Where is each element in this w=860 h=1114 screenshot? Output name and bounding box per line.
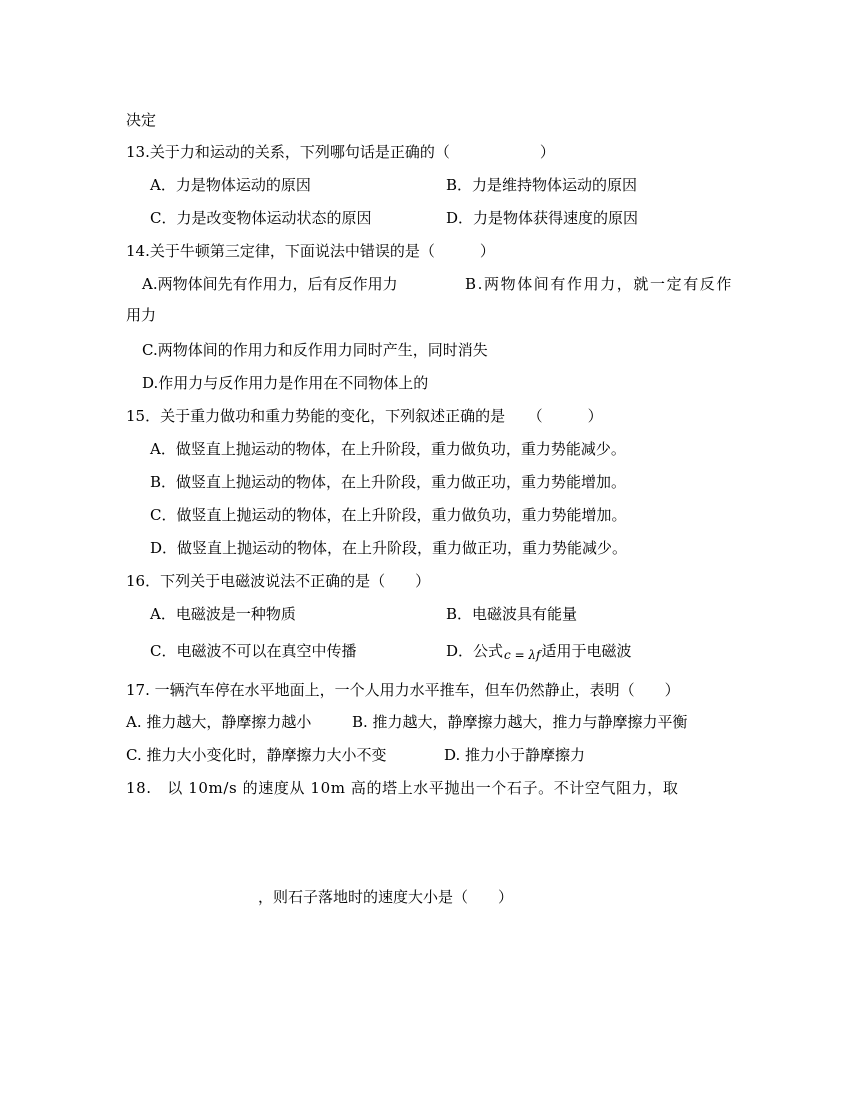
wave-speed-formula: c = λf	[504, 648, 541, 662]
option-14-d: D.作用力与反作用力是作用在不同物体上的	[142, 374, 429, 392]
option-15-c: C．做竖直上抛运动的物体，在上升阶段，重力做负功，重力势能增加。	[150, 506, 627, 524]
option-14-b: B.两物体间有作用力，就一定有反作	[465, 275, 733, 293]
option-16-d-prefix: D．公式	[446, 642, 504, 660]
option-16-b: B．电磁波具有能量	[446, 605, 578, 623]
option-15-a: A．做竖直上抛运动的物体，在上升阶段，重力做负功，重力势能减少。	[150, 440, 626, 458]
question-15-stem: 15．关于重力做功和重力势能的变化，下列叙述正确的是 （ ）	[126, 407, 603, 425]
option-16-d	[446, 641, 632, 662]
option-13-d: D．力是物体获得速度的原因	[446, 209, 639, 227]
option-16-d-suffix: 适用于电磁波	[541, 642, 632, 660]
option-17-a: A. 推力越大，静摩擦力越小	[126, 713, 312, 731]
option-14-a: A.两物体间先有作用力，后有反作用力	[142, 275, 398, 293]
option-16-c: C．电磁波不可以在真空中传播	[150, 642, 357, 660]
question-18-stem-continued: ，则石子落地时的速度大小是（ ）	[258, 888, 514, 906]
option-15-d: D．做竖直上抛运动的物体，在上升阶段，重力做正功，重力势能减少。	[150, 539, 628, 557]
option-15-b: B．做竖直上抛运动的物体，在上升阶段，重力做正功，重力势能增加。	[150, 473, 627, 491]
question-18-stem: 18. 以 10m/s 的速度从 10m 高的塔上水平抛出一个石子。不计空气阻力，取	[126, 779, 679, 797]
option-16-a: A．电磁波是一种物质	[150, 605, 296, 623]
option-17-d: D. 推力小于静摩擦力	[444, 746, 586, 764]
option-14-b-continued: 用力	[126, 306, 157, 324]
question-14-stem: 14.关于牛顿第三定律，下面说法中错误的是（ ）	[126, 242, 495, 260]
option-14-c: C.两物体间的作用力和反作用力同时产生，同时消失	[142, 341, 488, 359]
question-16-stem: 16．下列关于电磁波说法不正确的是（ ）	[126, 572, 431, 590]
option-13-b: B．力是维持物体运动的原因	[446, 176, 638, 194]
text-line: 决定	[126, 111, 157, 129]
option-17-b: B. 推力越大，静摩擦力越大，推力与静摩擦力平衡	[352, 713, 688, 731]
question-17-stem: 17. 一辆汽车停在水平地面上，一个人用力水平推车，但车仍然静止，表明（ ）	[126, 681, 680, 699]
question-13-stem: 13.关于力和运动的关系，下列哪句话是正确的（ ）	[126, 143, 555, 161]
option-17-c: C. 推力大小变化时，静摩擦力大小不变	[126, 746, 387, 764]
option-13-c: C．力是改变物体运动状态的原因	[150, 209, 372, 227]
option-13-a: A．力是物体运动的原因	[150, 176, 311, 194]
